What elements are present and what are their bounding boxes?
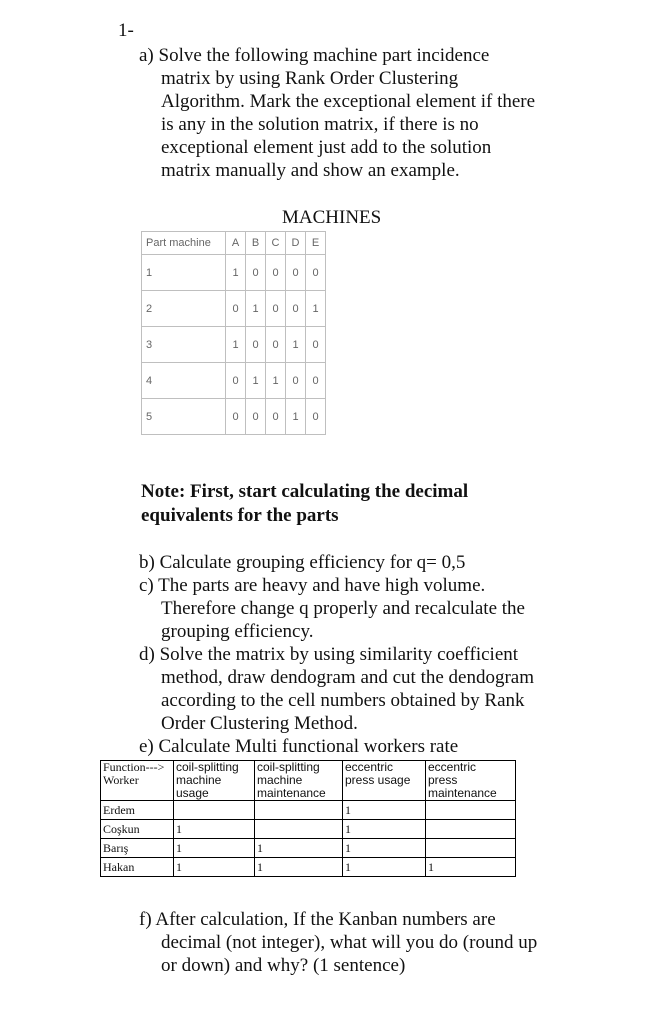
- worker-row: [101, 801, 516, 820]
- part-bcde-text: [139, 551, 534, 758]
- matrix-header-cell: B: [246, 232, 266, 255]
- question-number: 1-: [118, 20, 134, 41]
- function-header-line: usage: [176, 786, 209, 800]
- workers-corner-cell: [101, 761, 174, 801]
- part-d-line: method, draw dendogram and cut the dendogram: [161, 667, 535, 688]
- worker-cell: [426, 820, 516, 839]
- matrix-part-label: 3: [142, 327, 226, 363]
- function-header-line: press usage: [345, 773, 411, 787]
- worker-cell: [174, 801, 255, 820]
- function-header-line: maintenance: [428, 786, 497, 800]
- incidence-matrix: [141, 231, 326, 435]
- part-f-line: decimal (not integer), what will you do (round up: [161, 932, 538, 953]
- matrix-cell: 0: [266, 399, 286, 435]
- matrix-cell: 0: [306, 327, 326, 363]
- worker-cell: [426, 839, 516, 858]
- worker-cell: 1: [255, 839, 343, 858]
- worker-cell: 1: [343, 839, 426, 858]
- worker-name: Coşkun: [101, 820, 174, 839]
- corner-function-label: Function--->: [103, 760, 165, 774]
- matrix-cell: 0: [306, 399, 326, 435]
- worker-cell: 1: [174, 820, 255, 839]
- matrix-header-cell: Part machine: [142, 232, 226, 255]
- worker-cell: 1: [174, 858, 255, 877]
- part-b-line: b) Calculate grouping efficiency for q= 0,5: [139, 552, 466, 573]
- worker-cell: 1: [426, 858, 516, 877]
- matrix-cell: 1: [246, 291, 266, 327]
- worker-name: Erdem: [101, 801, 174, 820]
- matrix-cell: 0: [246, 327, 266, 363]
- matrix-row: [142, 255, 326, 291]
- matrix-header-row: [142, 232, 326, 255]
- workers-header-row: [101, 761, 516, 801]
- matrix-cell: 0: [226, 291, 246, 327]
- part-f-line: f) After calculation, If the Kanban numbers are: [139, 909, 496, 930]
- worker-name: Hakan: [101, 858, 174, 877]
- matrix-part-label: 5: [142, 399, 226, 435]
- matrix-part-label: 2: [142, 291, 226, 327]
- matrix-cell: 1: [286, 399, 306, 435]
- part-d-line: Order Clustering Method.: [161, 713, 358, 734]
- worker-row: [101, 839, 516, 858]
- matrix-cell: 0: [306, 255, 326, 291]
- function-header: [255, 761, 343, 801]
- matrix-cell: 0: [246, 399, 266, 435]
- part-c-line: Therefore change q properly and recalculate the: [161, 598, 525, 619]
- worker-cell: [255, 820, 343, 839]
- note-line: equivalents for the parts: [141, 505, 339, 526]
- worker-row: [101, 858, 516, 877]
- function-header-line: press: [428, 773, 458, 787]
- matrix-cell: 0: [266, 327, 286, 363]
- matrix-cell: 0: [286, 363, 306, 399]
- function-header-line: eccentric: [345, 760, 394, 774]
- worker-cell: [255, 801, 343, 820]
- note-text: [141, 480, 468, 528]
- function-header-line: coil-splitting: [257, 760, 320, 774]
- matrix-cell: 0: [286, 291, 306, 327]
- worker-cell: 1: [343, 820, 426, 839]
- part-a-line: Algorithm. Mark the exceptional element if there: [161, 91, 536, 112]
- matrix-header-cell: A: [226, 232, 246, 255]
- part-a-line: matrix by using Rank Order Clustering: [161, 68, 459, 89]
- part-a-line: a) Solve the following machine part incidence: [139, 45, 490, 66]
- matrix-header-cell: D: [286, 232, 306, 255]
- part-e-line: e) Calculate Multi functional workers rate: [139, 736, 459, 757]
- matrix-header-cell: E: [306, 232, 326, 255]
- matrix-row: [142, 327, 326, 363]
- corner-worker-label: Worker: [103, 773, 139, 787]
- matrix-row: [142, 363, 326, 399]
- function-header: [343, 761, 426, 801]
- part-f-text: [139, 908, 537, 977]
- matrix-part-label: 1: [142, 255, 226, 291]
- matrix-row: [142, 291, 326, 327]
- worker-row: [101, 820, 516, 839]
- function-header-line: maintenance: [257, 786, 326, 800]
- worker-cell: 1: [174, 839, 255, 858]
- matrix-cell: 0: [226, 363, 246, 399]
- worker-cell: [426, 801, 516, 820]
- part-d-line: according to the cell numbers obtained by Rank: [161, 690, 525, 711]
- matrix-cell: 0: [286, 255, 306, 291]
- matrix-title: MACHINES: [282, 207, 382, 228]
- part-a-line: exceptional element just add to the solution: [161, 137, 492, 158]
- part-d-line: d) Solve the matrix by using similarity coefficient: [139, 644, 519, 665]
- worker-name: Barış: [101, 839, 174, 858]
- matrix-cell: 1: [306, 291, 326, 327]
- worker-cell: 1: [255, 858, 343, 877]
- matrix-cell: 1: [226, 327, 246, 363]
- matrix-cell: 0: [246, 255, 266, 291]
- workers-table: [100, 760, 516, 877]
- worker-cell: 1: [343, 801, 426, 820]
- part-f-line: or down) and why? (1 sentence): [161, 955, 406, 976]
- note-line: Note: First, start calculating the decimal: [141, 481, 469, 502]
- matrix-cell: 0: [306, 363, 326, 399]
- matrix-cell: 1: [226, 255, 246, 291]
- matrix-part-label: 4: [142, 363, 226, 399]
- part-c-line: grouping efficiency.: [161, 621, 314, 642]
- worker-cell: 1: [343, 858, 426, 877]
- part-a-line: is any in the solution matrix, if there is no: [161, 114, 479, 135]
- function-header-line: machine: [257, 773, 303, 787]
- matrix-header-cell: C: [266, 232, 286, 255]
- function-header-line: machine: [176, 773, 222, 787]
- part-a-text: [139, 44, 535, 182]
- matrix-row: [142, 399, 326, 435]
- matrix-cell: 1: [246, 363, 266, 399]
- function-header-line: coil-splitting: [176, 760, 239, 774]
- matrix-cell: 1: [266, 363, 286, 399]
- matrix-cell: 0: [266, 291, 286, 327]
- function-header: [174, 761, 255, 801]
- part-a-line: matrix manually and show an example.: [161, 160, 460, 181]
- matrix-cell: 1: [286, 327, 306, 363]
- part-c-line: c) The parts are heavy and have high volume.: [139, 575, 486, 596]
- function-header: [426, 761, 516, 801]
- matrix-cell: 0: [266, 255, 286, 291]
- matrix-cell: 0: [226, 399, 246, 435]
- function-header-line: eccentric: [428, 760, 477, 774]
